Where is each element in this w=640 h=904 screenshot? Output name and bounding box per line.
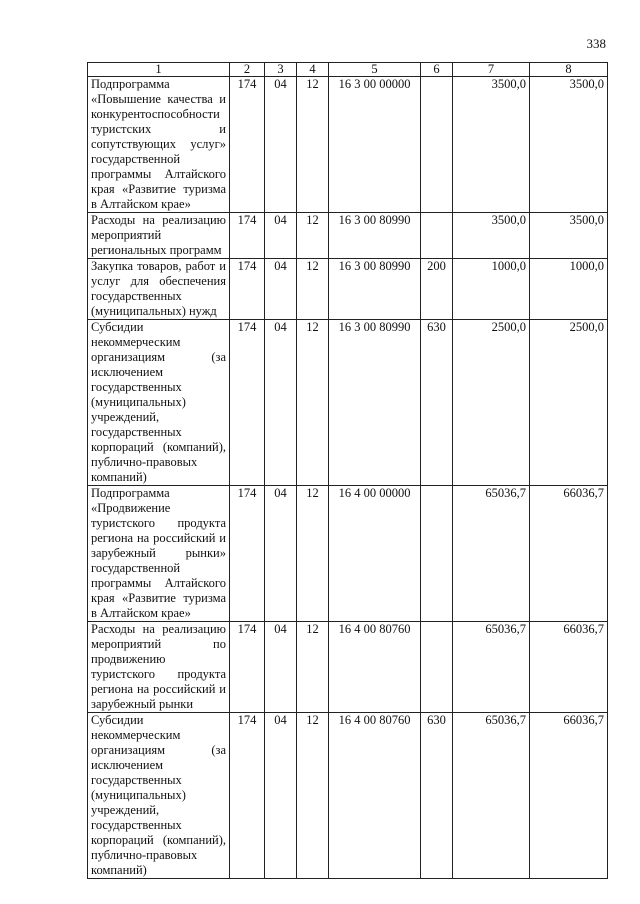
row-name: Субсидии некоммерческим организациям (за исключением государственных (муниципальных) учреждений, государственных корпораций (компаний), публично-правовых компаний)	[88, 320, 230, 486]
target-item-code: 16 3 00 00000	[329, 77, 421, 213]
target-item-code: 16 4 00 80760	[329, 713, 421, 879]
target-item-code: 16 3 00 80990	[329, 320, 421, 486]
amount-year-1: 3500,0	[453, 77, 530, 213]
table-row	[88, 622, 608, 713]
expense-type-code: 630	[421, 320, 453, 486]
column-header: 7	[453, 63, 530, 77]
department-code: 174	[230, 259, 265, 320]
subsection-code: 12	[297, 486, 329, 622]
column-header: 5	[329, 63, 421, 77]
department-code: 174	[230, 77, 265, 213]
amount-year-2: 2500,0	[530, 320, 608, 486]
budget-table	[87, 62, 608, 879]
table-row	[88, 259, 608, 320]
row-name: Подпрограмма «Продвижение туристского продукта региона на российский и зарубежный рынки» государственной программы Алтайского края «Развитие туризма в Алтайском крае»	[88, 486, 230, 622]
column-header: 2	[230, 63, 265, 77]
expense-type-code: 200	[421, 259, 453, 320]
table-row	[88, 320, 608, 486]
row-name: Субсидии некоммерческим организациям (за исключением государственных (муниципальных) учреждений, государственных корпораций (компаний), публично-правовых компаний)	[88, 713, 230, 879]
target-item-code: 16 3 00 80990	[329, 213, 421, 259]
row-name: Расходы на реализацию мероприятий по продвижению туристского продукта региона на российский и зарубежный рынки	[88, 622, 230, 713]
subsection-code: 12	[297, 622, 329, 713]
column-header: 6	[421, 63, 453, 77]
header-row	[88, 63, 608, 77]
target-item-code: 16 4 00 00000	[329, 486, 421, 622]
section-code: 04	[265, 486, 297, 622]
subsection-code: 12	[297, 713, 329, 879]
department-code: 174	[230, 486, 265, 622]
target-item-code: 16 3 00 80990	[329, 259, 421, 320]
amount-year-1: 1000,0	[453, 259, 530, 320]
department-code: 174	[230, 320, 265, 486]
table-row	[88, 486, 608, 622]
expense-type-code	[421, 213, 453, 259]
expense-type-code	[421, 77, 453, 213]
target-item-code: 16 4 00 80760	[329, 622, 421, 713]
amount-year-1: 65036,7	[453, 486, 530, 622]
amount-year-1: 2500,0	[453, 320, 530, 486]
expense-type-code	[421, 622, 453, 713]
section-code: 04	[265, 259, 297, 320]
amount-year-2: 1000,0	[530, 259, 608, 320]
column-header: 3	[265, 63, 297, 77]
section-code: 04	[265, 713, 297, 879]
amount-year-1: 65036,7	[453, 622, 530, 713]
expense-type-code: 630	[421, 713, 453, 879]
section-code: 04	[265, 77, 297, 213]
page-number: 338	[586, 36, 606, 51]
expense-type-code	[421, 486, 453, 622]
table-row	[88, 213, 608, 259]
column-header: 1	[88, 63, 230, 77]
column-header: 4	[297, 63, 329, 77]
row-name: Закупка товаров, работ и услуг для обеспечения государственных (муниципальных) нужд	[88, 259, 230, 320]
department-code: 174	[230, 622, 265, 713]
section-code: 04	[265, 213, 297, 259]
row-name: Подпрограмма «Повышение качества и конкурентоспособности туристских и сопутствующих услуг» государственной программы Алтайского края «Развитие туризма в Алтайском крае»	[88, 77, 230, 213]
amount-year-2: 3500,0	[530, 77, 608, 213]
column-header: 8	[530, 63, 608, 77]
table-row	[88, 713, 608, 879]
subsection-code: 12	[297, 259, 329, 320]
subsection-code: 12	[297, 320, 329, 486]
section-code: 04	[265, 320, 297, 486]
section-code: 04	[265, 622, 297, 713]
amount-year-2: 66036,7	[530, 713, 608, 879]
amount-year-1: 3500,0	[453, 213, 530, 259]
amount-year-2: 66036,7	[530, 486, 608, 622]
subsection-code: 12	[297, 77, 329, 213]
row-name: Расходы на реализацию мероприятий региональных программ	[88, 213, 230, 259]
table-row	[88, 77, 608, 213]
department-code: 174	[230, 713, 265, 879]
amount-year-2: 66036,7	[530, 622, 608, 713]
amount-year-2: 3500,0	[530, 213, 608, 259]
subsection-code: 12	[297, 213, 329, 259]
amount-year-1: 65036,7	[453, 713, 530, 879]
department-code: 174	[230, 213, 265, 259]
